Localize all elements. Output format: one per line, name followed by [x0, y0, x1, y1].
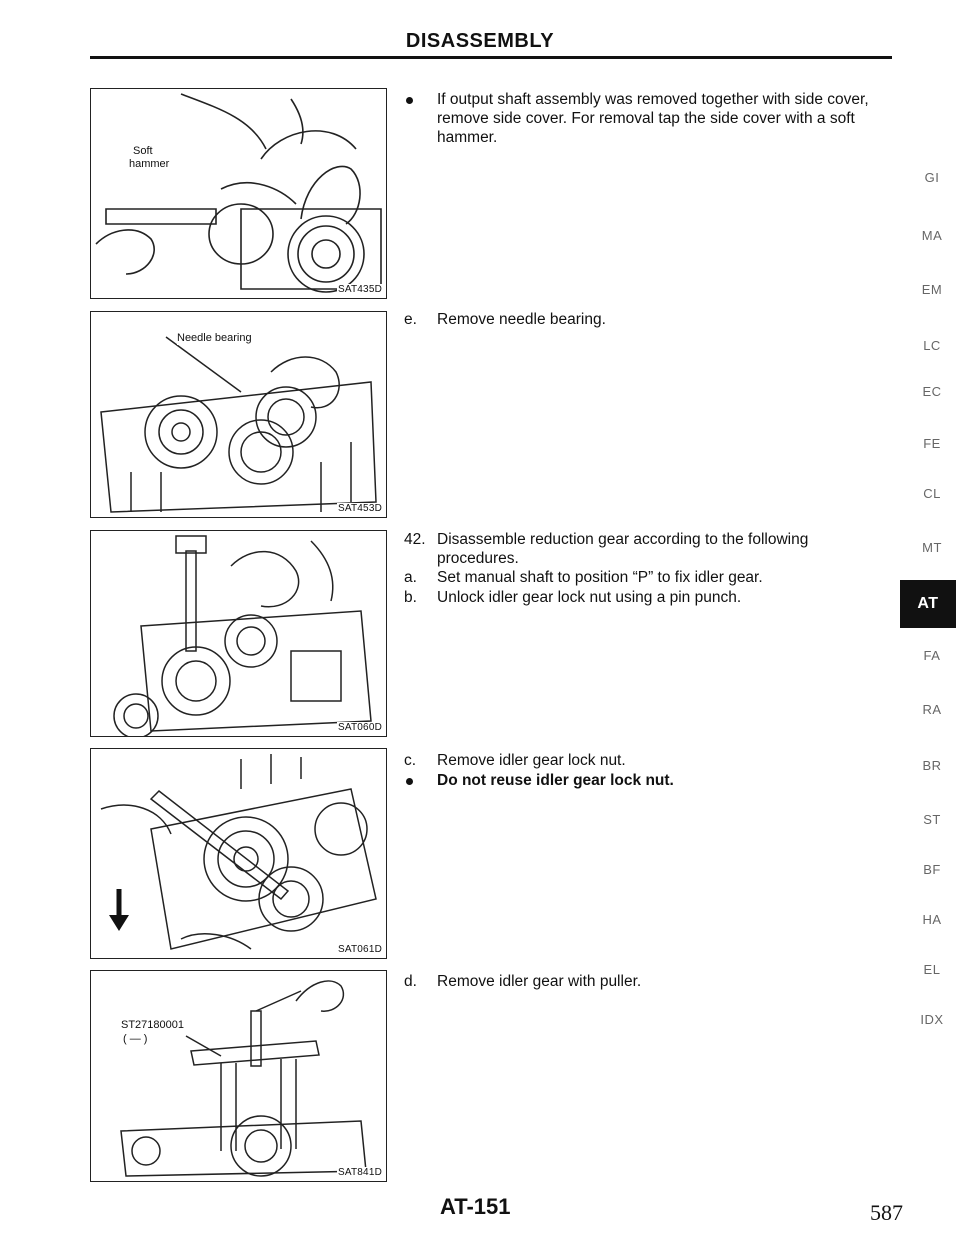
step-marker: e. — [404, 311, 417, 328]
figure-label-tool-number: ST27180001 — [121, 1019, 184, 1031]
step-marker: b. — [404, 589, 417, 606]
figure-puller — [90, 970, 387, 1182]
figure-soft-hammer — [90, 88, 387, 299]
step-d — [404, 972, 904, 991]
figure-code: SAT061D — [337, 944, 382, 955]
step-text: Remove needle bearing. — [437, 311, 606, 328]
index-tab-cl[interactable]: CL — [923, 486, 941, 501]
index-tab-st[interactable]: ST — [923, 812, 941, 827]
figure-code: SAT060D — [337, 722, 382, 733]
step-marker: 42. — [404, 531, 426, 548]
step-a — [404, 568, 904, 587]
index-tab-at-active[interactable]: AT — [900, 580, 956, 628]
step-text: Disassemble reduction gear according to the following procedures. — [437, 531, 809, 567]
step-text: Remove idler gear lock nut. — [437, 752, 626, 769]
index-tab-ra[interactable]: RA — [922, 702, 942, 717]
step-42 — [404, 530, 884, 568]
page-number: 587 — [870, 1200, 903, 1225]
figure-code: SAT453D — [337, 503, 382, 514]
index-tab-idx[interactable]: IDX — [920, 1012, 944, 1027]
figure-code: SAT435D — [337, 284, 382, 295]
page-title: DISASSEMBLY — [405, 30, 555, 52]
step-text: Remove idler gear with puller. — [437, 973, 642, 990]
lock-nut-illustration — [91, 749, 387, 959]
figure-pin-punch — [90, 530, 387, 737]
index-tab-lc[interactable]: LC — [923, 338, 941, 353]
step-marker: c. — [404, 752, 417, 769]
index-tab-ec[interactable]: EC — [922, 384, 942, 399]
step-text: Unlock idler gear lock nut using a pin punch. — [437, 589, 742, 606]
step-text: Do not reuse idler gear lock nut. — [437, 772, 674, 789]
step-marker: d. — [404, 973, 417, 990]
figure-label-soft: Soft — [133, 145, 153, 157]
figure-lock-nut — [90, 748, 387, 959]
figure-label-tool-alias: ( — ) — [123, 1033, 148, 1045]
figure-code: SAT841D — [337, 1167, 382, 1178]
pin-punch-illustration — [91, 531, 387, 737]
index-tab-em[interactable]: EM — [921, 282, 943, 297]
step-text: If output shaft assembly was removed together with side cover, remove side cover. For removal tap the side cover with a soft hammer. — [437, 91, 869, 146]
index-tab-br[interactable]: BR — [922, 758, 942, 773]
step-text: Set manual shaft to position “P” to fix idler gear. — [437, 569, 763, 586]
figure-label-hammer: hammer — [129, 158, 170, 170]
step-marker: a. — [404, 569, 417, 586]
bullet-icon — [406, 778, 413, 785]
step-warning-no-reuse — [404, 771, 904, 790]
figure-needle-bearing — [90, 311, 387, 518]
bullet-icon — [406, 97, 413, 104]
index-tab-gi[interactable]: GI — [924, 170, 940, 185]
step-b — [404, 588, 904, 607]
step-e — [404, 310, 904, 329]
page-code: AT-151 — [440, 1194, 511, 1219]
index-tab-mt[interactable]: MT — [922, 540, 942, 555]
header-rule — [90, 56, 892, 59]
figure-label-needle-bearing: Needle bearing — [177, 332, 252, 344]
step-remove-side-cover — [404, 90, 904, 147]
index-tab-fa[interactable]: FA — [923, 648, 941, 663]
index-tab-bf[interactable]: BF — [923, 862, 941, 877]
step-c — [404, 751, 904, 770]
index-tab-el[interactable]: EL — [923, 962, 941, 977]
puller-illustration — [91, 971, 387, 1182]
index-tab-ma[interactable]: MA — [921, 228, 943, 243]
index-tab-fe[interactable]: FE — [923, 436, 941, 451]
index-tab-ha[interactable]: HA — [922, 912, 942, 927]
soft-hammer-illustration — [91, 89, 387, 299]
